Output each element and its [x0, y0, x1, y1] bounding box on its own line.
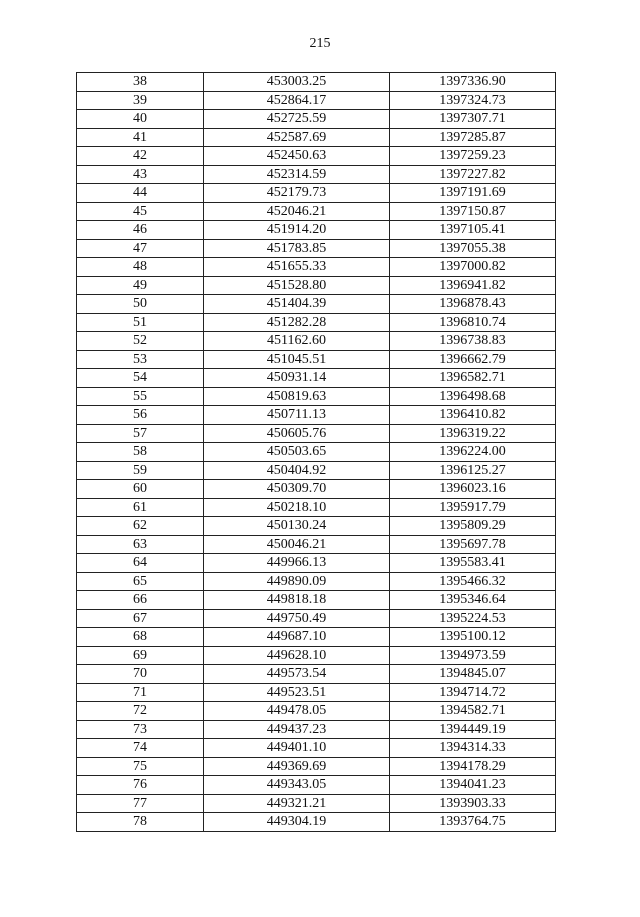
x-coordinate-cell: 450711.13	[204, 406, 390, 425]
x-coordinate-cell: 453003.25	[204, 73, 390, 92]
table-row	[77, 239, 556, 258]
x-coordinate-cell: 449321.21	[204, 794, 390, 813]
point-number-cell: 77	[77, 794, 204, 813]
y-coordinate-cell: 1394845.07	[390, 665, 556, 684]
y-coordinate-cell: 1394714.72	[390, 683, 556, 702]
point-number-cell: 61	[77, 498, 204, 517]
table-row	[77, 720, 556, 739]
y-coordinate-cell: 1395583.41	[390, 554, 556, 573]
point-number-cell: 63	[77, 535, 204, 554]
y-coordinate-cell: 1395697.78	[390, 535, 556, 554]
point-number-cell: 68	[77, 628, 204, 647]
point-number-cell: 46	[77, 221, 204, 240]
point-number-cell: 53	[77, 350, 204, 369]
point-number-cell: 56	[77, 406, 204, 425]
x-coordinate-cell: 449628.10	[204, 646, 390, 665]
point-number-cell: 49	[77, 276, 204, 295]
table-row	[77, 128, 556, 147]
table-row	[77, 110, 556, 129]
coordinates-table	[76, 72, 556, 832]
x-coordinate-cell: 450503.65	[204, 443, 390, 462]
y-coordinate-cell: 1396662.79	[390, 350, 556, 369]
point-number-cell: 71	[77, 683, 204, 702]
table-row	[77, 665, 556, 684]
x-coordinate-cell: 449966.13	[204, 554, 390, 573]
point-number-cell: 38	[77, 73, 204, 92]
x-coordinate-cell: 449687.10	[204, 628, 390, 647]
point-number-cell: 57	[77, 424, 204, 443]
table-row	[77, 202, 556, 221]
x-coordinate-cell: 450218.10	[204, 498, 390, 517]
x-coordinate-cell: 450605.76	[204, 424, 390, 443]
table-row	[77, 591, 556, 610]
table-row	[77, 184, 556, 203]
x-coordinate-cell: 450404.92	[204, 461, 390, 480]
x-coordinate-cell: 451783.85	[204, 239, 390, 258]
x-coordinate-cell: 451655.33	[204, 258, 390, 277]
y-coordinate-cell: 1397336.90	[390, 73, 556, 92]
point-number-cell: 67	[77, 609, 204, 628]
y-coordinate-cell: 1395346.64	[390, 591, 556, 610]
table-row	[77, 295, 556, 314]
y-coordinate-cell: 1394449.19	[390, 720, 556, 739]
x-coordinate-cell: 452864.17	[204, 91, 390, 110]
y-coordinate-cell: 1397055.38	[390, 239, 556, 258]
y-coordinate-cell: 1397285.87	[390, 128, 556, 147]
y-coordinate-cell: 1395809.29	[390, 517, 556, 536]
y-coordinate-cell: 1393903.33	[390, 794, 556, 813]
point-number-cell: 54	[77, 369, 204, 388]
point-number-cell: 74	[77, 739, 204, 758]
table-row	[77, 535, 556, 554]
table-row	[77, 73, 556, 92]
point-number-cell: 65	[77, 572, 204, 591]
table-row	[77, 628, 556, 647]
x-coordinate-cell: 452587.69	[204, 128, 390, 147]
y-coordinate-cell: 1396498.68	[390, 387, 556, 406]
table-row	[77, 369, 556, 388]
x-coordinate-cell: 452450.63	[204, 147, 390, 166]
x-coordinate-cell: 452725.59	[204, 110, 390, 129]
table-row	[77, 554, 556, 573]
table-row	[77, 387, 556, 406]
table-row	[77, 406, 556, 425]
table-row	[77, 572, 556, 591]
x-coordinate-cell: 449343.05	[204, 776, 390, 795]
x-coordinate-cell: 450931.14	[204, 369, 390, 388]
x-coordinate-cell: 450819.63	[204, 387, 390, 406]
point-number-cell: 55	[77, 387, 204, 406]
coordinates-table-body	[77, 73, 556, 832]
point-number-cell: 39	[77, 91, 204, 110]
table-row	[77, 165, 556, 184]
point-number-cell: 62	[77, 517, 204, 536]
point-number-cell: 73	[77, 720, 204, 739]
y-coordinate-cell: 1394041.23	[390, 776, 556, 795]
table-row	[77, 91, 556, 110]
y-coordinate-cell: 1395917.79	[390, 498, 556, 517]
table-row	[77, 480, 556, 499]
point-number-cell: 58	[77, 443, 204, 462]
table-row	[77, 461, 556, 480]
y-coordinate-cell: 1394178.29	[390, 757, 556, 776]
x-coordinate-cell: 449890.09	[204, 572, 390, 591]
table-row	[77, 313, 556, 332]
x-coordinate-cell: 449573.54	[204, 665, 390, 684]
y-coordinate-cell: 1396738.83	[390, 332, 556, 351]
y-coordinate-cell: 1397105.41	[390, 221, 556, 240]
x-coordinate-cell: 449304.19	[204, 813, 390, 832]
point-number-cell: 60	[77, 480, 204, 499]
y-coordinate-cell: 1397307.71	[390, 110, 556, 129]
table-row	[77, 147, 556, 166]
x-coordinate-cell: 449478.05	[204, 702, 390, 721]
point-number-cell: 48	[77, 258, 204, 277]
x-coordinate-cell: 451282.28	[204, 313, 390, 332]
x-coordinate-cell: 449523.51	[204, 683, 390, 702]
x-coordinate-cell: 451914.20	[204, 221, 390, 240]
x-coordinate-cell: 451162.60	[204, 332, 390, 351]
table-row	[77, 776, 556, 795]
table-row	[77, 498, 556, 517]
point-number-cell: 51	[77, 313, 204, 332]
table-row	[77, 258, 556, 277]
y-coordinate-cell: 1393764.75	[390, 813, 556, 832]
x-coordinate-cell: 449750.49	[204, 609, 390, 628]
point-number-cell: 50	[77, 295, 204, 314]
point-number-cell: 41	[77, 128, 204, 147]
point-number-cell: 59	[77, 461, 204, 480]
point-number-cell: 69	[77, 646, 204, 665]
table-row	[77, 813, 556, 832]
table-row	[77, 609, 556, 628]
x-coordinate-cell: 450046.21	[204, 535, 390, 554]
y-coordinate-cell: 1397227.82	[390, 165, 556, 184]
y-coordinate-cell: 1396023.16	[390, 480, 556, 499]
table-row	[77, 757, 556, 776]
y-coordinate-cell: 1394973.59	[390, 646, 556, 665]
page-number: 215	[309, 36, 331, 51]
x-coordinate-cell: 452046.21	[204, 202, 390, 221]
x-coordinate-cell: 451528.80	[204, 276, 390, 295]
point-number-cell: 78	[77, 813, 204, 832]
table-row	[77, 332, 556, 351]
point-number-cell: 64	[77, 554, 204, 573]
y-coordinate-cell: 1395100.12	[390, 628, 556, 647]
point-number-cell: 72	[77, 702, 204, 721]
y-coordinate-cell: 1396410.82	[390, 406, 556, 425]
table-row	[77, 221, 556, 240]
y-coordinate-cell: 1395224.53	[390, 609, 556, 628]
x-coordinate-cell: 452314.59	[204, 165, 390, 184]
table-row	[77, 424, 556, 443]
y-coordinate-cell: 1396125.27	[390, 461, 556, 480]
table-row	[77, 517, 556, 536]
table-row	[77, 443, 556, 462]
x-coordinate-cell: 449369.69	[204, 757, 390, 776]
table-row	[77, 794, 556, 813]
table-row	[77, 350, 556, 369]
table-row	[77, 276, 556, 295]
y-coordinate-cell: 1397000.82	[390, 258, 556, 277]
y-coordinate-cell: 1394582.71	[390, 702, 556, 721]
table-row	[77, 646, 556, 665]
point-number-cell: 66	[77, 591, 204, 610]
y-coordinate-cell: 1396582.71	[390, 369, 556, 388]
point-number-cell: 40	[77, 110, 204, 129]
point-number-cell: 70	[77, 665, 204, 684]
point-number-cell: 44	[77, 184, 204, 203]
y-coordinate-cell: 1396941.82	[390, 276, 556, 295]
y-coordinate-cell: 1397324.73	[390, 91, 556, 110]
point-number-cell: 42	[77, 147, 204, 166]
x-coordinate-cell: 450130.24	[204, 517, 390, 536]
y-coordinate-cell: 1396878.43	[390, 295, 556, 314]
y-coordinate-cell: 1396319.22	[390, 424, 556, 443]
y-coordinate-cell: 1397150.87	[390, 202, 556, 221]
table-row	[77, 702, 556, 721]
y-coordinate-cell: 1395466.32	[390, 572, 556, 591]
x-coordinate-cell: 450309.70	[204, 480, 390, 499]
table-row	[77, 683, 556, 702]
table-row	[77, 739, 556, 758]
y-coordinate-cell: 1396810.74	[390, 313, 556, 332]
point-number-cell: 47	[77, 239, 204, 258]
x-coordinate-cell: 449437.23	[204, 720, 390, 739]
y-coordinate-cell: 1397259.23	[390, 147, 556, 166]
point-number-cell: 76	[77, 776, 204, 795]
x-coordinate-cell: 452179.73	[204, 184, 390, 203]
point-number-cell: 52	[77, 332, 204, 351]
y-coordinate-cell: 1396224.00	[390, 443, 556, 462]
x-coordinate-cell: 449818.18	[204, 591, 390, 610]
point-number-cell: 75	[77, 757, 204, 776]
x-coordinate-cell: 451045.51	[204, 350, 390, 369]
point-number-cell: 45	[77, 202, 204, 221]
y-coordinate-cell: 1397191.69	[390, 184, 556, 203]
x-coordinate-cell: 449401.10	[204, 739, 390, 758]
point-number-cell: 43	[77, 165, 204, 184]
y-coordinate-cell: 1394314.33	[390, 739, 556, 758]
x-coordinate-cell: 451404.39	[204, 295, 390, 314]
